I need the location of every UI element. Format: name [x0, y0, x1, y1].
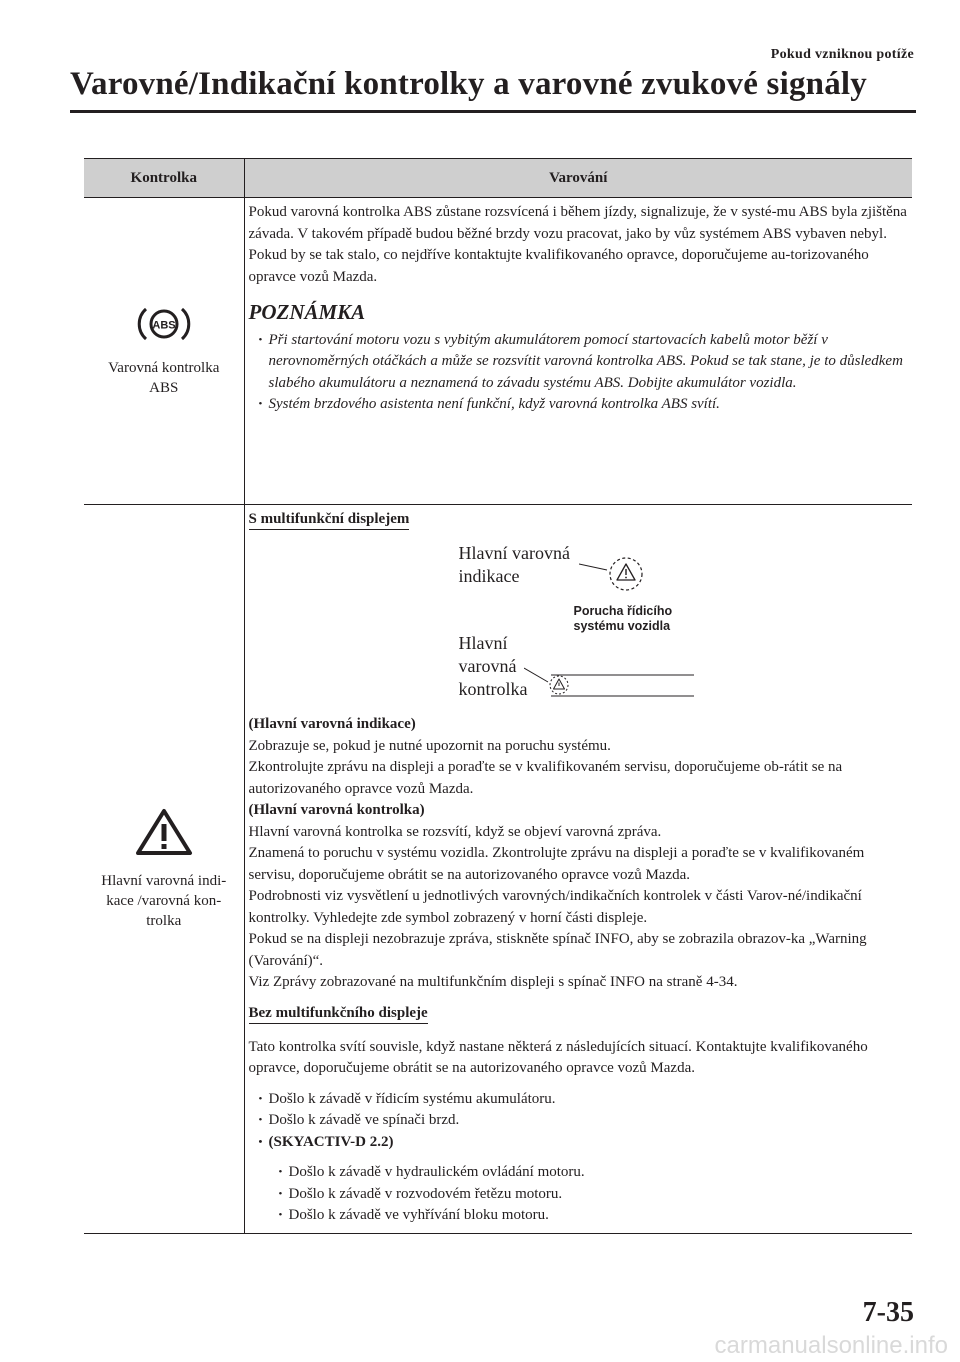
warning-diagram [249, 534, 909, 714]
abs-warning-icon [137, 304, 191, 344]
master-warning-icon [135, 807, 193, 857]
diagram-text: Hlavní [458, 633, 508, 653]
abs-icon-label [84, 358, 244, 398]
diagram-text: varovná [458, 656, 517, 676]
diagram-text: systému vozidla [573, 619, 671, 633]
paragraph: Pokud se na displeji nezobrazuje zpráva, stiskněte spínač INFO, aby se zobrazila obrazov-ka „Warning (Varování)“. [248, 931, 867, 969]
diagram-text: indikace [458, 566, 520, 586]
master-warning-label [84, 871, 244, 931]
watermark: carmanualsonline.info [714, 1332, 948, 1359]
subheading-multifunction: S multifunkční displejem [249, 509, 410, 530]
abs-paragraph: Pokud varovná kontrolka ABS zůstane rozsvícená i během jízdy, signalizuje, že v systé-mu ABS byla zjištěna závada. V takovém případě budou běžné brzdy vozu pracovat, jako by vůz systémem ABS vybaven nebyl. [248, 204, 907, 242]
abs-label-line: Varovná kontrolka [108, 359, 220, 376]
paragraph: Podrobnosti viz vysvětlení u jednotlivých varovných/indikačních kontrolek v části Varov-né/indikační kontrolky. Vyhledejte zde symbol zobrazený v horní části displeje. [248, 888, 862, 926]
list-item: • (SKYACTIV-D 2.2) [259, 1132, 909, 1154]
list-item: • Při startování motoru vozu s vybitým akumulátorem pomocí startovacích kabelů motor běží v nerovnoměrných otáčkách a může se rozsvítit varovná kontrolka ABS. Pokud se tak stane, je to důsledkem slabého akumulátoru a neznamená to závadu systému ABS. Dobijte akumulátor vozidla. [259, 330, 909, 395]
abs-paragraph: Pokud by se tak stalo, co nejdříve kontaktujte kvalifikovaného opravce, doporučujeme au-torizovaného opravce vozů Mazda. [248, 247, 869, 285]
master-label-line: Hlavní varovná indi- [101, 872, 227, 889]
subheading-no-display: Bez multifunkčního displeje [249, 1003, 428, 1024]
paragraph: Viz Zprávy zobrazované na multifunkčním displeji s spínač INFO na straně 4-34. [248, 974, 738, 990]
paragraph: Tato kontrolka svítí souvisle, když nastane některá z následujících situací. Kontaktujte kvalifikovaného opravce, doporučujeme obrátit se na autorizovaného opravce vozů Mazda. [248, 1038, 868, 1076]
diagram-label-main-indication [459, 542, 570, 588]
abs-icon-text: ABS [152, 319, 176, 332]
diagram-text: kontrolka [458, 679, 528, 699]
diagram-text: Hlavní varovná [458, 543, 570, 563]
abs-text-cell [244, 198, 912, 505]
list-item: • Došlo k závadě v řídicím systému akumulátoru. [259, 1089, 909, 1111]
list-item: • Došlo k závadě ve spínači brzd. [259, 1110, 909, 1132]
title-divider [70, 110, 916, 113]
note-title: POZNÁMKA [248, 300, 366, 324]
section-title: Pokud vzniknou potíže [770, 47, 914, 62]
diagram-text: Porucha řídicího [573, 604, 673, 618]
master-warning-text-cell [244, 505, 912, 1234]
abs-label-line: ABS [149, 379, 179, 396]
dashed-warning-lamp-icon [524, 662, 699, 702]
paragraph: Znamená to poruchu v systému vozidla. Zkontrolujte zprávu na displeji a poraďte se v kvalifikovaném servisu, doporučujeme obrátit se na autorizovaného opravce vozů Mazda. [248, 845, 865, 883]
master-warning-icon-cell [84, 505, 244, 1234]
page-title: Varovné/Indikační kontrolky a varovné zvukové signály [70, 66, 867, 102]
heading-main-indication: (Hlavní varovná indikace) [248, 716, 416, 732]
paragraph: Zkontrolujte zprávu na displeji a poraďte se v kvalifikovaném servisu, doporučujeme ob-rátit se na autorizovaného opravce vozů Mazda. [248, 759, 843, 797]
list-item: • Systém brzdového asistenta není funkční, když varovná kontrolka ABS svítí. [259, 394, 909, 416]
table-row [84, 198, 912, 505]
diagram-fault-text [574, 604, 673, 634]
master-label-line: kace /varovná kon- [106, 892, 222, 909]
heading-main-lamp: (Hlavní varovná kontrolka) [248, 802, 425, 818]
list-item: • Došlo k závadě ve vyhřívání bloku motoru. [279, 1205, 909, 1227]
header-varovani: Varování [244, 159, 912, 198]
header-kontrolka: Kontrolka [84, 159, 244, 198]
table-row [84, 505, 912, 1234]
fault-sublist [249, 1162, 909, 1227]
dashed-warning-icon [579, 550, 649, 600]
master-label-line: trolka [146, 912, 182, 929]
paragraph: Hlavní varovná kontrolka se rozsvítí, když se objeví varovná zpráva. [248, 823, 662, 840]
page-number: 7-35 [862, 1297, 914, 1328]
list-item: • Došlo k závadě v hydraulickém ovládání motoru. [279, 1162, 909, 1184]
table-header-row [84, 159, 912, 198]
fault-list [249, 1089, 909, 1154]
paragraph: Zobrazuje se, pokud je nutné upozornit na poruchu systému. [248, 737, 611, 754]
list-item: • Došlo k závadě v rozvodovém řetězu motoru. [279, 1184, 909, 1206]
note-list [249, 330, 909, 416]
diagram-label-main-lamp [459, 632, 528, 701]
abs-icon-cell [84, 198, 244, 505]
warning-table [84, 158, 912, 1234]
